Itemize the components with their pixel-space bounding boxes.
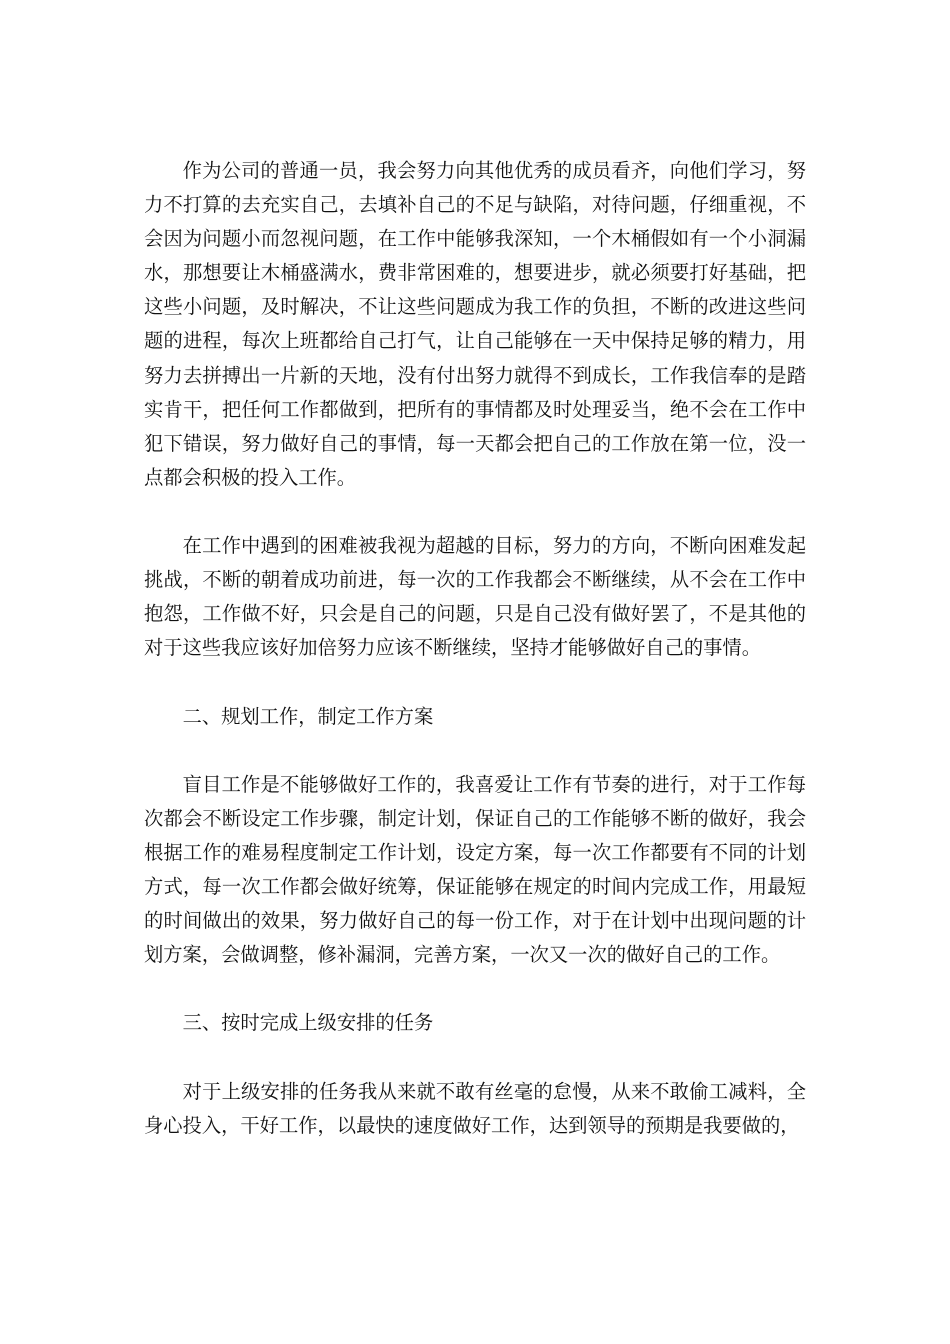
section-heading-planning: 二、规划工作，制定工作方案 [182, 704, 434, 728]
document-body [144, 154, 806, 1177]
paragraph-planning: 盲目工作是不能够做好工作的，我喜爱让工作有节奏的进行，对于工作每次都会不断设定工作步骤，制定计划，保证自己的工作能够不断的做好，我会根据工作的难易程度制定工作计划，设定方案，每一次工作都要有不同的计划方式，每一次工作都会做好统筹，保证能够在规定的时间内完成工作，用最短的时间做出的效果，努力做好自己的每一份工作，对于在计划中出现问题的计划方案，会做调整，修补漏洞，完善方案，一次又一次的做好自己的工作。 [144, 772, 806, 967]
paragraph-work-attitude: 作为公司的普通一员，我会努力向其他优秀的成员看齐，向他们学习，努力不打算的去充实自己，去填补自己的不足与缺陷，对待问题，仔细重视，不会因为问题小而忽视问题，在工作中能够我深知，一个木桶假如有一个小洞漏水，那想要让木桶盛满水，费非常困难的，想要进步，就必须要打好基础，把这些小问题，及时解决，不让这些问题成为我工作的负担，不断的改进这些问题的进程，每次上班都给自己打气，让自己能够在一天中保持足够的精力，用努力去拼搏出一片新的天地，没有付出努力就得不到成长，工作我信奉的是踏实肯干，把任何工作都做到，把所有的事情都及时处理妥当，绝不会在工作中犯下错误，努力做好自己的事情，每一天都会把自己的工作放在第一位，没一点都会积极的投入工作。 [144, 159, 806, 489]
section-heading-tasks: 三、按时完成上级安排的任务 [182, 1011, 434, 1035]
paragraph-tasks: 对于上级安排的任务我从来就不敢有丝毫的怠慢，从来不敢偷工减料，全身心投入，干好工作，以最快的速度做好工作，达到领导的预期是我要做的， [144, 1079, 806, 1137]
paragraph-difficulties: 在工作中遇到的困难被我视为超越的目标，努力的方向，不断向困难发起挑战，不断的朝着成功前进，每一次的工作我都会不断继续，从不会在工作中抱怨，工作做不好，只会是自己的问题，只是自己没有做好罢了，不是其他的对于这些我应该好加倍努力应该不断继续，坚持才能够做好自己的事情。 [144, 534, 806, 660]
